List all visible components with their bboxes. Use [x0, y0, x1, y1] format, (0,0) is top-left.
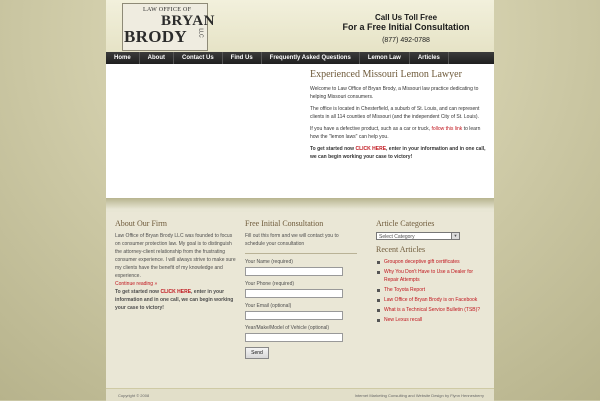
follow-this-link[interactable]: follow this link — [431, 126, 463, 132]
phone-input[interactable] — [245, 289, 343, 298]
hero-image — [106, 64, 306, 198]
about-cta-after: , enter in your information and in one call, we can begin working your case to victory! — [115, 289, 234, 311]
article-link-tsb[interactable]: What is a Technical Service Bulletin (TSB)? — [376, 306, 488, 314]
main-nav — [106, 52, 494, 64]
hero-paragraph-1: Welcome to Law Office of Bryan Brody, a Missouri law practice dedicating to helping Missouri consumers. — [310, 86, 479, 100]
hero-paragraph-3 — [310, 125, 490, 141]
section-divider-shadow — [106, 198, 494, 212]
bottom-section — [106, 212, 494, 388]
chevron-down-icon: ▼ — [451, 233, 459, 239]
logo-line3: BRODY — [124, 27, 187, 46]
email-label: Your Email (optional) — [245, 303, 292, 309]
name-input[interactable] — [245, 267, 343, 276]
continue-reading-link[interactable]: Continue reading » — [115, 281, 158, 287]
vehicle-label: Year/Make/Model of Vehicle (optional) — [245, 325, 330, 331]
hero-paragraph-4 — [310, 145, 490, 161]
email-input[interactable] — [245, 311, 343, 320]
recent-articles-list — [376, 258, 488, 324]
nav-lemon-law[interactable]: Lemon Law — [360, 52, 410, 64]
nav-faq[interactable]: Frequently Asked Questions — [262, 52, 360, 64]
hero-title: Experienced Missouri Lemon Lawyer — [310, 69, 462, 80]
hero-section — [106, 64, 494, 198]
consultation-column — [245, 220, 357, 359]
about-text: Law Office of Bryan Brody LLC was founded to focus on consumer protection law. My goal is to distinguish the attorney-client relationship from the frustrating consumer experience. I will always strive to make sure my clients have the benefit of my knowledge and experience. — [115, 233, 236, 279]
article-link-dealer-repair[interactable]: Why You Don't Have to Use a Dealer for Repair Attempts — [376, 268, 488, 284]
hero-p4-after: , enter in your information and in one call, we can begin working your case to victory! — [310, 146, 486, 160]
send-button[interactable]: Send — [245, 347, 269, 359]
about-click-here-link[interactable]: CLICK HERE — [160, 289, 192, 295]
phone-number[interactable]: (877) 492-0788 — [382, 37, 430, 44]
call-line2: For a Free Initial Consultation — [342, 22, 470, 32]
sidebar-column — [376, 220, 488, 326]
logo-line2: BRYAN — [161, 13, 215, 29]
nav-articles[interactable]: Articles — [410, 52, 449, 64]
categories-title: Article Categories — [376, 219, 435, 228]
site-header — [106, 0, 494, 53]
hero-text — [310, 71, 490, 165]
hero-p3-after: to learn how the "lemon laws" can help you. — [310, 126, 481, 140]
article-link-facebook[interactable]: Law Office of Bryan Brody is on Facebook — [376, 296, 488, 304]
hero-click-here-link[interactable]: CLICK HERE — [355, 146, 387, 152]
category-select-value: Select Category — [379, 234, 415, 240]
about-cta — [115, 288, 239, 312]
hero-p4-before: To get started now — [310, 146, 355, 152]
category-select[interactable] — [376, 232, 460, 240]
nav-find-us[interactable]: Find Us — [223, 52, 262, 64]
site-logo[interactable] — [122, 3, 215, 51]
page-container — [106, 0, 494, 400]
consultation-title: Free Initial Consultation — [245, 219, 324, 228]
footer-copyright: Copyright © 2008 — [118, 393, 150, 398]
phone-label: Your Phone (required) — [245, 281, 295, 287]
call-block — [331, 13, 481, 46]
logo-line1: LAW OFFICE OF — [143, 7, 192, 13]
about-cta-before: To get started now — [115, 289, 160, 295]
nav-about[interactable]: About — [140, 52, 174, 64]
about-column — [115, 220, 239, 312]
consultation-divider — [245, 253, 357, 254]
site-footer — [106, 388, 494, 401]
call-line1: Call Us Toll Free — [374, 13, 438, 22]
name-label: Your Name (required) — [245, 259, 293, 265]
article-link-toyota-report[interactable]: The Toyota Report — [376, 286, 488, 294]
logo-llc: LLC — [197, 28, 204, 38]
vehicle-input[interactable] — [245, 333, 343, 342]
article-link-groupon[interactable]: Groupon deceptive gift certificates — [376, 258, 488, 266]
recent-articles-title: Recent Articles — [376, 245, 426, 254]
about-title: About Our Firm — [115, 219, 167, 228]
hero-p3-before: If you have a defective product, such as a car or truck, — [310, 126, 431, 132]
consultation-intro: Fill out this form and we will contact you to schedule your consultation — [245, 233, 339, 247]
article-link-lexus-recall[interactable]: New Lexus recall — [376, 316, 488, 324]
hero-paragraph-2: The office is located in Chesterfield, a suburb of St. Louis, and can represent clients in all 114 counties of Missouri (and the independent City of St. Louis). — [310, 106, 480, 120]
footer-credit[interactable]: Internet Marketing Consulting and Website Design by Flynn Hennesberry — [354, 393, 484, 398]
nav-home[interactable]: Home — [106, 52, 140, 64]
nav-contact[interactable]: Contact Us — [174, 52, 223, 64]
